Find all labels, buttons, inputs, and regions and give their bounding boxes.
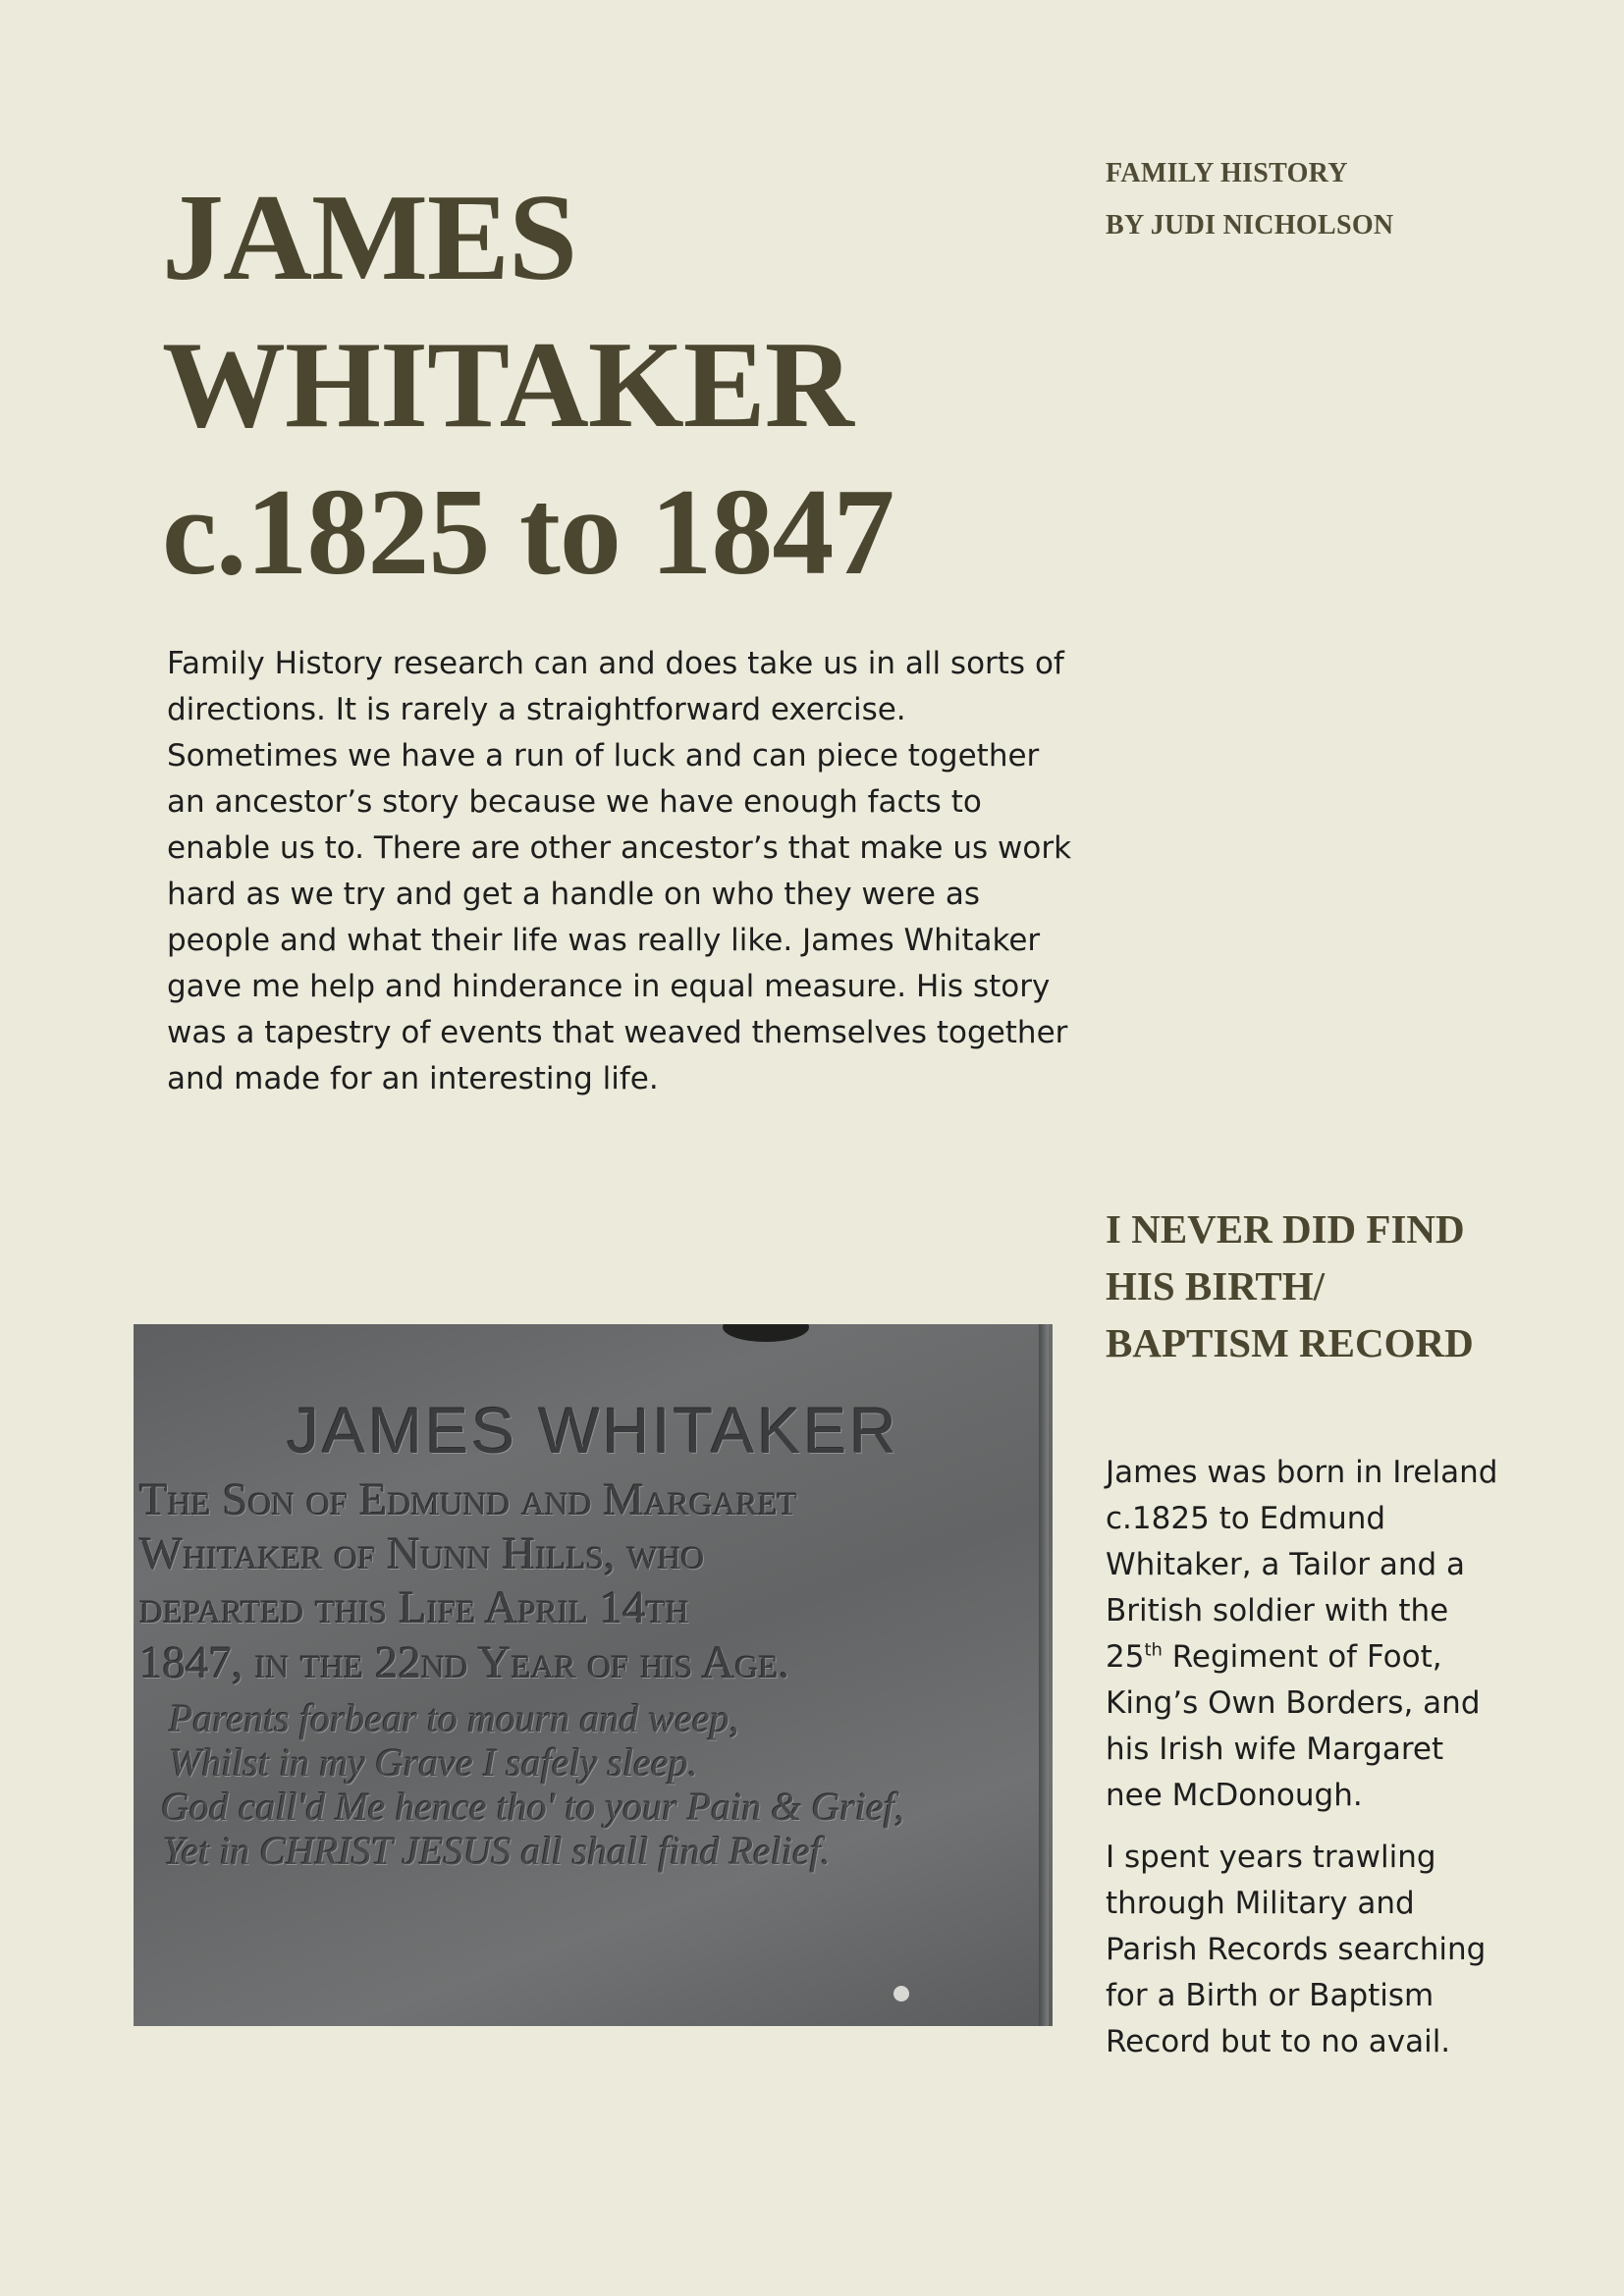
inscription-verse-2: Whilst in my Grave I safely sleep. (169, 1740, 698, 1785)
sidebar-text (1106, 1450, 1498, 2081)
inscription-verse-3: God call'd Me hence tho' to your Pain & Grief, (161, 1785, 904, 1829)
lichen-spot (893, 1986, 909, 2002)
inscription-name: JAMES WHITAKER (287, 1394, 899, 1467)
title-line-1: JAMES (162, 170, 577, 306)
sidebar-heading: I NEVER DID FIND HIS BIRTH/ BAPTISM RECORD (1106, 1206, 1474, 1365)
section-label: FAMILY HISTORY (1106, 158, 1348, 188)
article-title (162, 165, 893, 607)
para1-text-end: Regiment of Foot, King’s Own Borders, and his Irish wife Margaret nee McDonough. (1106, 1639, 1481, 1813)
inscription-line-1: The Son of Edmund and Margaret (139, 1474, 797, 1525)
title-line-2: WHITAKER (162, 317, 853, 454)
article-kicker (1106, 147, 1393, 251)
stone-shadow (723, 1324, 809, 1342)
intro-paragraph: Family History research can and does take us in all sorts of directions. It is rarely a straightforward exercise. Sometimes we have a run of luck and can piece together an ancestor’s story because we have enough facts to enable us to. There are other ancestor’s that make us work hard as we try and get a handle on who they were as people and what their life was really like. James Whitaker gave me help and hinderance in equal measure. His story was a tapestry of events that weaved themselves together and made for an interesting life. (167, 646, 1072, 1096)
inscription-verse-4: Yet in CHRIST JESUS all shall find Relief. (163, 1829, 831, 1873)
ordinal-suffix: th (1144, 1639, 1163, 1661)
para1-text-start: James was born in Ireland c.1825 to Edmund Whitaker, a Tailor and a British soldier with the 25 (1106, 1455, 1498, 1675)
inscription-line-4: 1847, in the 22nd Year of his Age. (139, 1637, 790, 1688)
title-line-3: c.1825 to 1847 (162, 464, 894, 601)
gravestone-photo (134, 1324, 1053, 2026)
sidebar-paragraph-1 (1106, 1450, 1498, 1819)
inscription-line-3: departed this Life April 14th (139, 1582, 689, 1633)
sidebar-paragraph-2: I spent years trawling through Military and Parish Records searching for a Birth or Baptism Record but to no avail. (1106, 1840, 1487, 2059)
author-byline: BY JUDI NICHOLSON (1106, 210, 1394, 240)
inscription-line-2: Whitaker of Nunn Hills, who (139, 1528, 705, 1579)
inscription-verse-1: Parents forbear to mourn and weep, (169, 1696, 739, 1740)
